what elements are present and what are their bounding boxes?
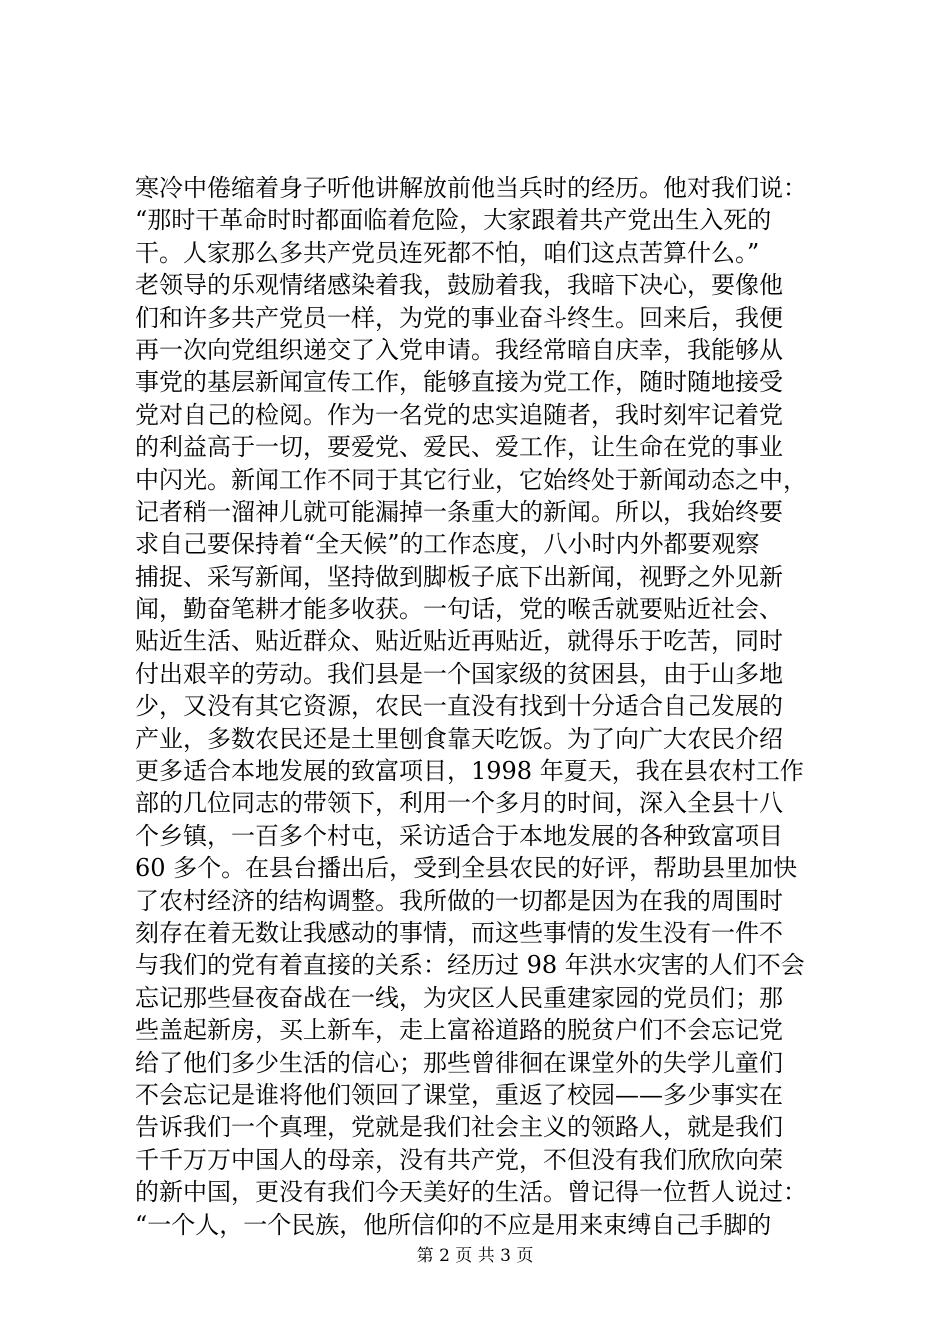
- text-line: 更多适合本地发展的致富项目，1998 年夏天，我在县农村工作: [135, 757, 804, 786]
- text-line: 给了他们多少生活的信心；那些曾徘徊在课堂外的失学儿童们: [135, 1048, 783, 1077]
- text-line: 闻，勤奋笔耕才能多收获。一句话，党的喉舌就要贴近社会、: [135, 595, 783, 624]
- text-line: 的利益高于一切，要爱党、爱民、爱工作，让生命在党的事业: [135, 433, 783, 462]
- text-line: 些盖起新房，买上新车，走上富裕道路的脱贫户们不会忘记党: [135, 1016, 783, 1045]
- text-line: 个乡镇，一百多个村屯，采访适合于本地发展的各种致富项目: [135, 821, 783, 850]
- text-line: 部的几位同志的带领下，利用一个多月的时间，深入全县十八: [135, 789, 783, 818]
- text-line: 刻存在着无数让我感动的事情，而这些事情的发生没有一件不: [135, 918, 783, 947]
- text-line: 寒冷中倦缩着身子听他讲解放前他当兵时的经历。他对我们说：: [135, 174, 807, 202]
- text-line: 60 多个。在县台播出后，受到全县农民的好评，帮助县里加快: [135, 854, 798, 883]
- text-line: 干。人家那么多共产党员连死都不怕，咱们这点苦算什么。”: [135, 238, 760, 267]
- text-line: 捕捉、采写新闻，坚持做到脚板子底下出新闻，视野之外见新: [135, 562, 783, 591]
- text-line: 千千万万中国人的母亲，没有共产党，不但没有我们欣欣向荣: [135, 1145, 783, 1174]
- text-line: 老领导的乐观情绪感染着我，鼓励着我，我暗下决心，要像他: [135, 271, 783, 300]
- text-line: 党对自己的检阅。作为一名党的忠实追随者，我时刻牢记着党: [135, 400, 783, 429]
- text-line: 与我们的党有着直接的关系：经历过 98 年洪水灾害的人们不会: [135, 951, 805, 980]
- text-line: 再一次向党组织递交了入党申请。我经常暗自庆幸，我能够从: [135, 335, 783, 364]
- text-line: 们和许多共产党员一样，为党的事业奋斗终生。回来后，我便: [135, 303, 783, 332]
- text-line: 事党的基层新闻宣传工作，能够直接为党工作，随时随地接受: [135, 368, 783, 397]
- text-line: 了农村经济的结构调整。我所做的一切都是因为在我的周围时: [135, 886, 783, 915]
- text-line: 付出艰辛的劳动。我们县是一个国家级的贫困县，由于山多地: [135, 659, 783, 688]
- text-line: 少，又没有其它资源，农民一直没有找到十分适合自己发展的: [135, 692, 783, 721]
- page-footer: 第 2 页 共 3 页: [416, 1246, 534, 1266]
- text-line: “一个人，一个民族，他所信仰的不应是用来束缚自己手脚的: [135, 1210, 772, 1239]
- text-line: 贴近生活、贴近群众、贴近贴近再贴近，就得乐于吃苦，同时: [135, 627, 783, 656]
- text-line: 不会忘记是谁将他们领回了课堂，重返了校园——多少事实在: [135, 1080, 783, 1109]
- text-line: 产业，多数农民还是土里刨食靠天吃饭。为了向广大农民介绍: [135, 724, 783, 753]
- text-line: 的新中国，更没有我们今天美好的生活。曾记得一位哲人说过：: [135, 1178, 807, 1207]
- body-text: [135, 172, 825, 1241]
- text-line: 忘记那些昼夜奋战在一线，为灾区人民重建家园的党员们；那: [135, 983, 783, 1012]
- text-line: 求自己要保持着“全天候”的工作态度，八小时内外都要观察: [135, 530, 760, 559]
- text-line: 告诉我们一个真理，党就是我们社会主义的领路人，就是我们: [135, 1113, 783, 1142]
- text-line: 中闪光。新闻工作不同于其它行业，它始终处于新闻动态之中，: [135, 465, 807, 494]
- text-line: “那时干革命时时都面临着危险，大家跟着共产党出生入死的: [135, 206, 772, 235]
- text-line: 记者稍一溜神儿就可能漏掉一条重大的新闻。所以，我始终要: [135, 497, 783, 526]
